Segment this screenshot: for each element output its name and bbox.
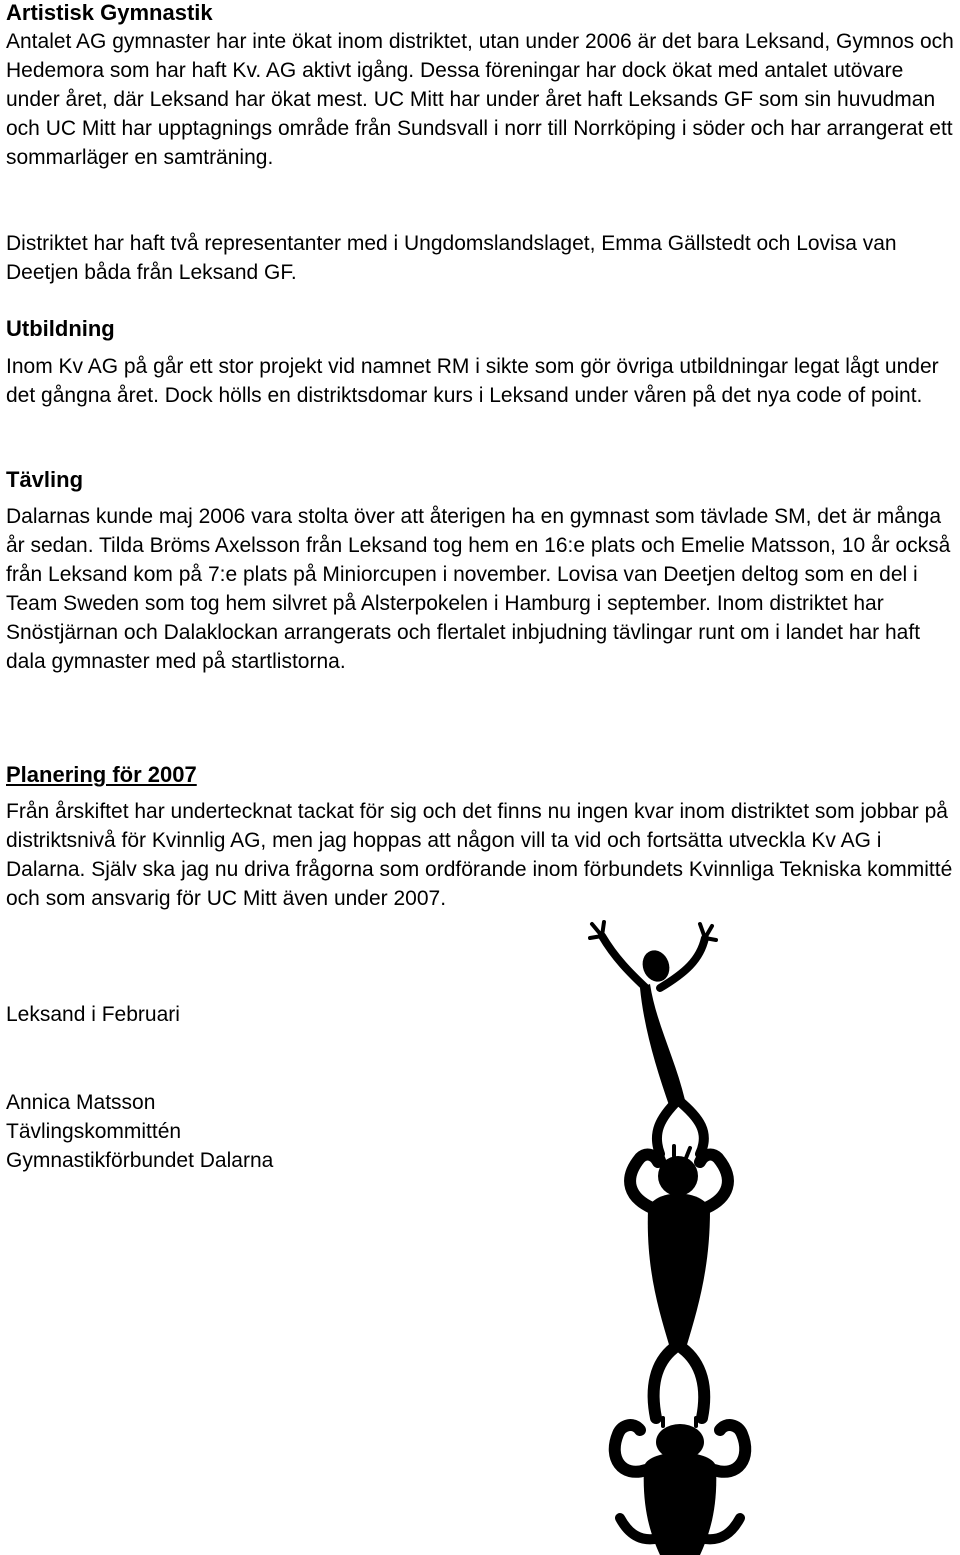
paragraph-artistisk-intro: Antalet AG gymnaster har inte ökat inom distriktet, utan under 2006 är det bara Leksand, Gymnos och Hedemora som har haft Kv. AG aktivt igång. Dessa föreningar har dock ökat med antalet utövare under året, där Leksand har ökat mest. UC Mitt har under året haft Leksands GF som sin huvudman och UC Mitt har upptagnings område från Sundsvall i norr till Norrköping i söder och har arrangerat ett sommarläger en samträning. bbox=[6, 30, 954, 169]
bottom-gymnast-figure bbox=[615, 1418, 746, 1555]
heading-utbildning: Utbildning bbox=[6, 316, 115, 341]
signature-organization: Gymnastikförbundet Dalarna bbox=[6, 1149, 274, 1172]
signature-role: Tävlingskommittén bbox=[6, 1120, 182, 1143]
paragraph-artistisk-representanter: Distriktet har haft två representanter med i Ungdomslandslaget, Emma Gällstedt och Lovisa van Deetjen båda från Leksand GF. bbox=[6, 232, 897, 284]
paragraph-planering: Från årskiftet har undertecknat tackat för sig och det finns nu ingen kvar inom distriktet som jobbar på distriktsnivå för Kvinnlig AG, men jag hoppas att någon vill ta vid och fortsätta utveckla Kv AG i Dalarna. Själv ska jag nu driva frågorna som ordförande inom förbundets Kvinnliga Tekniska kommitté och som ansvarig för UC Mitt även under 2007. bbox=[6, 800, 953, 910]
paragraph-tavling: Dalarnas kunde maj 2006 vara stolta över att återigen ha en gymnast som tävlade SM, det är många år sedan. Tilda Bröms Axelsson från Leksand tog hem en 16:e plats och Emelie Matsson, 10 år också från Leksand kom på 7:e plats på Miniorcupen i november. Lovisa van Deetjen deltog som en del i Team Sweden som tog hem silvret på Alsterpokelen i Hamburg i september. Inom distriktet har Snöstjärnan och Dalaklockan arrangerats och flertalet inbjudning tävlingar runt om i landet har haft dala gymnaster med på startlistorna. bbox=[6, 505, 951, 673]
heading-artistisk-gymnastik: Artistisk Gymnastik bbox=[6, 0, 213, 25]
closing-place-date: Leksand i Februari bbox=[6, 1003, 180, 1026]
middle-gymnast-figure bbox=[630, 1146, 728, 1418]
heading-planering: Planering för 2007 bbox=[6, 762, 197, 787]
gymnast-tower-icon bbox=[560, 918, 960, 1555]
top-gymnast-figure bbox=[590, 922, 716, 1154]
paragraph-utbildning: Inom Kv AG på går ett stor projekt vid namnet RM i sikte som gör övriga utbildningar legat lågt under det gångna året. Dock hölls en distriktsdomar kurs i Leksand under våren på det nya code of point. bbox=[6, 355, 939, 407]
heading-tavling: Tävling bbox=[6, 467, 84, 492]
signature-name: Annica Matsson bbox=[6, 1091, 156, 1114]
